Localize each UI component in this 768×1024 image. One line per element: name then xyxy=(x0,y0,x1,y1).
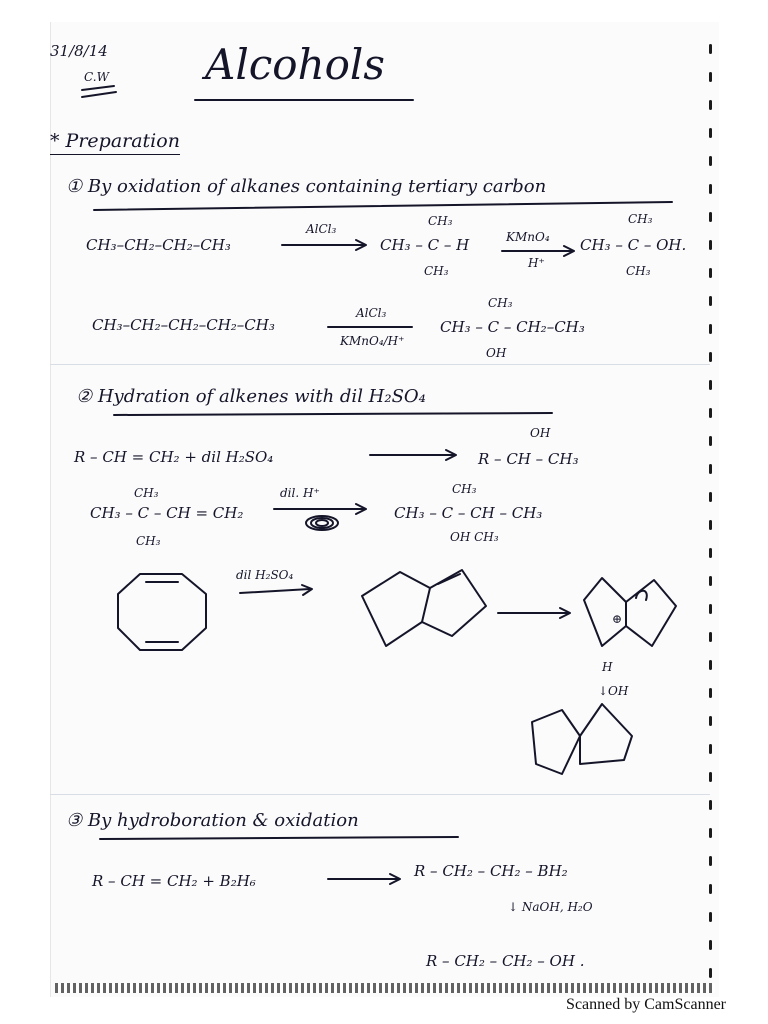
m2-r2-arrow xyxy=(272,502,372,532)
hydride-label: H xyxy=(602,660,613,674)
m2-r2-product: CH₃ – C – CH – CH₃ xyxy=(394,504,543,522)
carbocation-structure xyxy=(580,576,680,650)
m2-r3-arrow2 xyxy=(496,606,576,620)
m3-product: R – CH₂ – CH₂ – BH₂ xyxy=(414,862,568,880)
m1-r1-intermediate: CH₃ – C – H xyxy=(380,236,470,254)
m2-r2-product-top: CH₃ xyxy=(452,482,477,496)
method-2-heading: ② Hydration of alkenes with dil H₂SO₄ xyxy=(76,386,426,407)
bicyclic-alkene xyxy=(360,566,490,650)
m2-r2-reagent: dil. H⁺ xyxy=(280,486,320,500)
m2-r2-top: CH₃ xyxy=(134,486,159,500)
tag-underline xyxy=(80,86,120,100)
m2-r1-arrow xyxy=(368,448,460,462)
method-3-heading: ③ By hydroboration & oxidation xyxy=(66,810,359,831)
m3-final-product: R – CH₂ – CH₂ – OH . xyxy=(426,952,585,970)
method-1-heading: ① By oxidation of alkanes containing tertiary carbon xyxy=(66,176,547,197)
m1-r2-reagent-bottom: KMnO₄/H⁺ xyxy=(340,334,405,348)
m2-r2-bottom: CH₃ xyxy=(136,534,161,548)
m2-r3-reagent: dil H₂SO₄ xyxy=(236,568,294,582)
m2-r1-reactant: R – CH = CH₂ + dil H₂SO₄ xyxy=(74,448,274,466)
m1-r2-product-bottom: OH xyxy=(486,346,507,360)
m1-r1-reagent2-bottom: H⁺ xyxy=(528,256,545,270)
page-rule xyxy=(50,364,710,365)
m1-r1-product: CH₃ – C – OH. xyxy=(580,236,687,254)
m1-r1-mid-bottom: CH₃ xyxy=(424,264,449,278)
method-1-underline xyxy=(92,200,677,214)
m2-r1-product-top: OH xyxy=(530,426,551,440)
date: 31/8/14 xyxy=(50,42,108,60)
m2-r3-arrow xyxy=(238,584,318,598)
page-edge xyxy=(55,983,715,993)
note-tag: C.W xyxy=(84,70,109,84)
m1-r2-product: CH₃ – C – CH₂–CH₃ xyxy=(440,318,585,336)
method-3-underline xyxy=(98,834,463,842)
m1-r2-reactant: CH₃–CH₂–CH₂–CH₂–CH₃ xyxy=(92,316,275,334)
m1-r1-product-bottom: CH₃ xyxy=(626,264,651,278)
page-title: Alcohols xyxy=(205,40,385,89)
m3-reactant: R – CH = CH₂ + B₂H₆ xyxy=(92,872,256,890)
scanner-watermark: Scanned by CamScanner xyxy=(566,996,726,1013)
title-underline xyxy=(193,96,418,104)
m2-r1-product: R – CH – CH₃ xyxy=(478,450,579,468)
m3-arrow xyxy=(326,872,406,886)
page-rule xyxy=(50,794,710,795)
section-heading: * Preparation xyxy=(50,130,180,155)
m2-r2-reactant: CH₃ – C – CH = CH₂ xyxy=(90,504,244,522)
cation-sign: ⊕ xyxy=(612,612,623,626)
m1-r1-reagent: AlCl₃ xyxy=(306,222,337,236)
m1-r1-reactant: CH₃–CH₂–CH₂–CH₃ xyxy=(86,236,231,254)
m1-r1-reagent2-top: KMnO₄ xyxy=(506,230,550,244)
m2-r2-product-bottom: OH CH₃ xyxy=(450,530,499,544)
m1-r2-reagent-top: AlCl₃ xyxy=(356,306,387,320)
m1-r1-arrow xyxy=(280,238,370,252)
m1-r2-product-top: CH₃ xyxy=(488,296,513,310)
hydroxide-label: ↓OH xyxy=(598,684,629,698)
method-2-underline xyxy=(112,410,557,418)
m1-r1-mid-top: CH₃ xyxy=(428,214,453,228)
m1-r1-product-top: CH₃ xyxy=(628,212,653,226)
m3-reagent: ↓ NaOH, H₂O xyxy=(508,900,593,914)
m1-r2-arrow xyxy=(326,322,418,332)
fused-ring-product xyxy=(528,700,636,778)
cyclic-diene-ring xyxy=(116,570,210,654)
